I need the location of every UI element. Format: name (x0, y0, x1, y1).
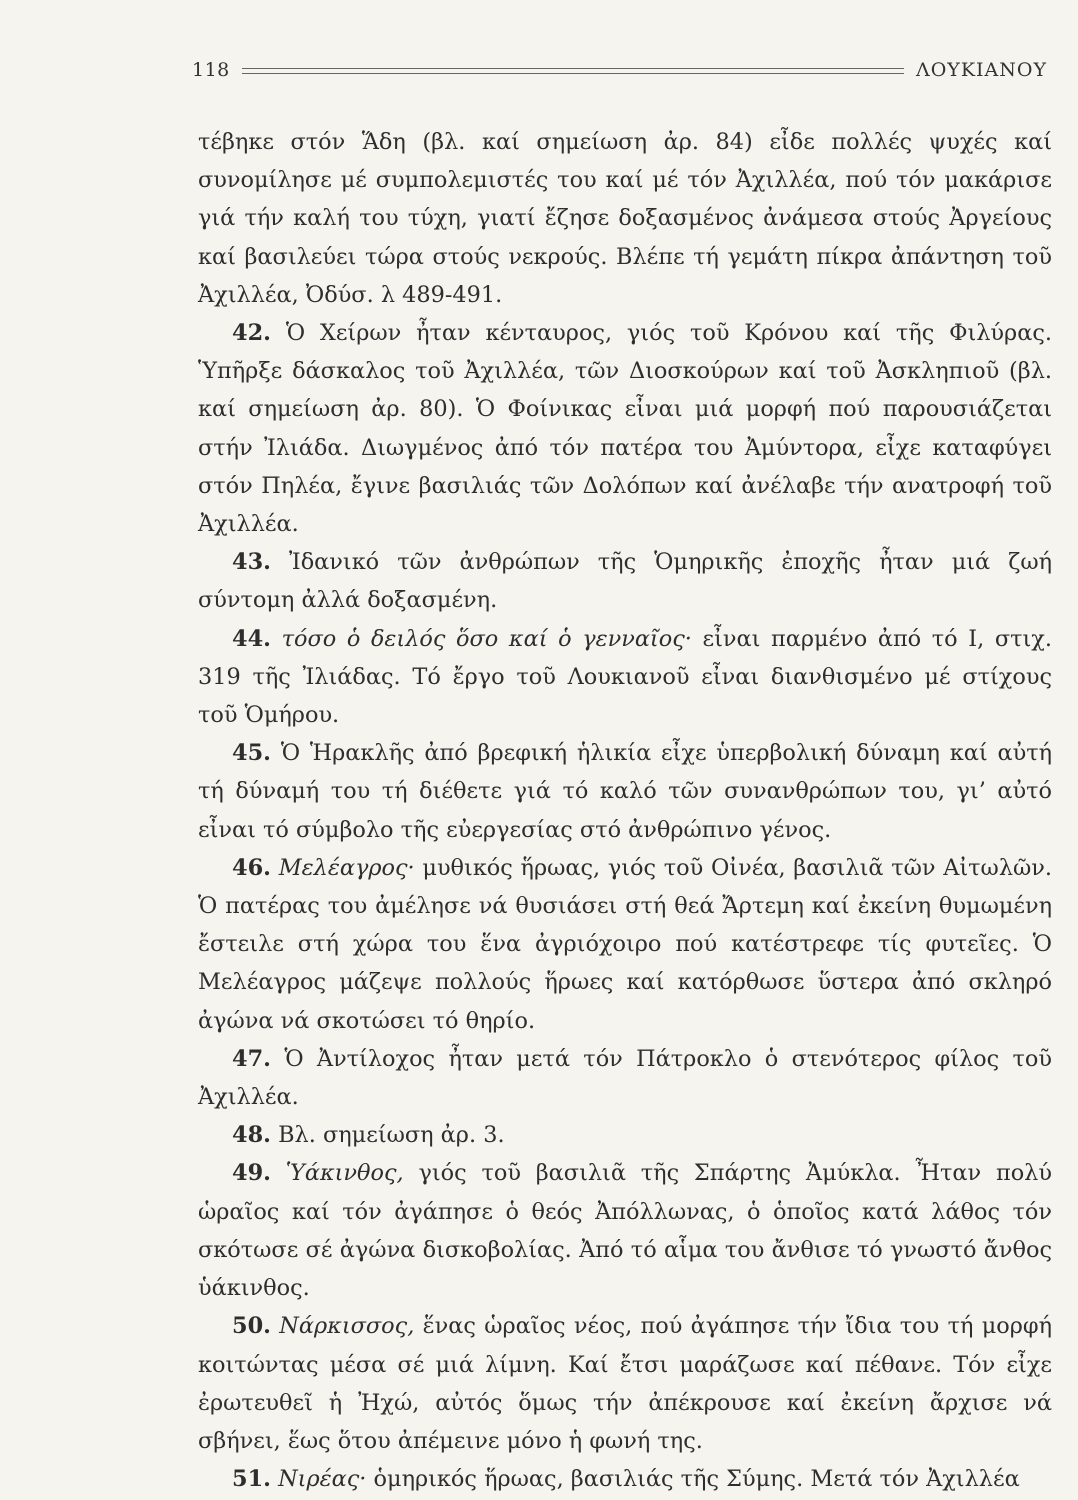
note-text: ἕνας ὡραῖος νέος, πού ἀγάπησε τήν ἴδια του τή μορφή κοιτώντας μέσα σέ μιά λίμνη. Καί ἔτσι μαράζωσε καί πέθανε. Τόν εἶχε ἐρωτευθεῖ ἡ Ἠχώ, αὐτός ὅμως τήν ἀπέκρουσε καί ἐκείνη ἄρχισε νά σβήνει, ἕως ὅτου ἀπέμεινε μόνο ἡ φωνή της. (198, 1313, 1052, 1454)
running-title: ΛΟΥΚΙΑΝΟΥ (915, 59, 1047, 81)
note-text: Ὁ Χείρων ἦταν κένταυρος, γιός τοῦ Κρόνου καί τῆς Φιλύρας. Ὑπῆρξε δάσκαλος τοῦ Ἀχιλλέα, τῶν Διοσκούρων καί τοῦ Ἀσκληπιοῦ (βλ. καί σημείωση ἀρ. 80). Ὁ Φοίνικας εἶναι μιά μορφή πού παρουσιάζεται στήν Ἰλιάδα. Διωγμένος ἀπό τόν πατέρα του Ἀμύντορα, εἶχε καταφύγει στόν Πηλέα, ἔγινε βασιλιάς τῶν Δολόπων καί ἀνέλαβε τήν ανατροφή τοῦ Ἀχιλλέα. (198, 320, 1052, 538)
page-header (192, 56, 1047, 84)
note-number: 47. (232, 1045, 271, 1072)
note-number: 44. (232, 625, 271, 652)
note-lemma: Ὑάκινθος, (285, 1160, 404, 1187)
note-lemma: Νιρέας· (278, 1466, 367, 1493)
continued-paragraph (198, 123, 1052, 314)
note-number: 51. (232, 1466, 271, 1493)
note-47 (198, 1040, 1052, 1116)
note-44 (198, 620, 1052, 735)
note-lemma: τόσο ὁ δειλός ὅσο καί ὁ γενναῖος· (281, 625, 692, 652)
continued-text: τέβηκε στόν Ἅδη (βλ. καί σημείωση ἀρ. 84) εἶδε πολλές ψυχές καί συνομίλησε μέ συμπολεμιστές του καί μέ τόν Ἀχιλλέα, πού τόν μακάρισε γιά τήν καλή του τύχη, γιατί ἔζησε δοξασμένος ἀνάμεσα στούς Ἀργείους καί βασιλεύει τώρα στούς νεκρούς. Βλέπε τή γεμάτη πίκρα ἀπάντηση τοῦ Ἀχιλλέα, Ὀδύσ. λ 489-491. (198, 129, 1052, 308)
note-45 (198, 734, 1052, 849)
note-number: 46. (232, 854, 271, 881)
note-text: ὁμηρικός ἥρωας, βασιλιάς τῆς Σύμης. Μετά τόν Ἀχιλλέα (373, 1466, 1020, 1493)
notes-body (198, 123, 1052, 1498)
note-50 (198, 1307, 1052, 1460)
note-51 (198, 1460, 1052, 1498)
note-number: 49. (232, 1160, 271, 1187)
note-lemma: Μελέαγρος· (278, 854, 415, 881)
note-49 (198, 1154, 1052, 1307)
page-number: 118 (192, 59, 230, 81)
note-number: 50. (232, 1313, 271, 1340)
note-42 (198, 314, 1052, 543)
note-46 (198, 849, 1052, 1040)
note-text: γιός τοῦ βασιλιᾶ τῆς Σπάρτης Ἀμύκλα. Ἦταν πολύ ὡραῖος καί τόν ἀγάπησε ὁ θεός Ἀπόλλωνας, ὁ ὁποῖος κατά λάθος τόν σκότωσε σέ ἀγώνα δισκοβολίας. Ἀπό τό αἷμα του ἄνθισε τό γνωστό ἄνθος ὑάκινθος. (198, 1160, 1052, 1302)
header-rule (242, 68, 904, 74)
note-text: εἶναι παρμένο ἀπό τό Ι, στιχ. 319 τῆς Ἰλιάδας. Τό ἔργο τοῦ Λουκιανοῦ εἶναι διανθισμένο μέ στίχους τοῦ Ὁμήρου. (198, 625, 1052, 729)
note-number: 45. (232, 740, 271, 767)
note-number: 43. (232, 549, 271, 576)
note-48 (198, 1116, 1052, 1154)
note-text: Ὁ Ἡρακλῆς ἀπό βρεφική ἡλικία εἶχε ὑπερβολική δύναμη καί αὐτή τή δύναμή του τή διέθετε γιά τό καλό τῶν συνανθρώπων του, γι’ αὐτό εἶναι τό σύμβολο τῆς εὐεργεσίας στό ἀνθρώπινο γένος. (198, 740, 1053, 843)
note-number: 42. (232, 320, 271, 347)
note-text: Ὁ Ἀντίλοχος ἦταν μετά τόν Πάτροκλο ὁ στενότερος φίλος τοῦ Ἀχιλλέα. (198, 1045, 1052, 1111)
note-43 (198, 543, 1052, 619)
note-number: 48. (232, 1122, 271, 1149)
note-lemma: Νάρκισσος, (279, 1313, 415, 1340)
note-text: Βλ. σημείωση ἀρ. 3. (278, 1122, 505, 1149)
note-text: μυθικός ἥρωας, γιός τοῦ Οἰνέα, βασιλιᾶ τῶν Αἰτωλῶν. Ὁ πατέρας του ἀμέλησε νά θυσιάσει στή θεά Ἄρτεμη καί ἐκείνη θυμωμένη ἔστειλε στή χώρα του ἕνα ἀγριόχοιρο πού κατέστρεφε τίς φυτεῖες. Ὁ Μελέαγρος μάζεψε πολλούς ἥρωες καί κατόρθωσε ὕστερα ἀπό σκληρό ἀγώνα νά σκοτώσει τό θηρίο. (198, 854, 1052, 1034)
note-text: Ἰδανικό τῶν ἀνθρώπων τῆς Ὁμηρικῆς ἐποχῆς ἦταν μιά ζωή σύντομη ἀλλά δοξασμένη. (198, 549, 1053, 614)
